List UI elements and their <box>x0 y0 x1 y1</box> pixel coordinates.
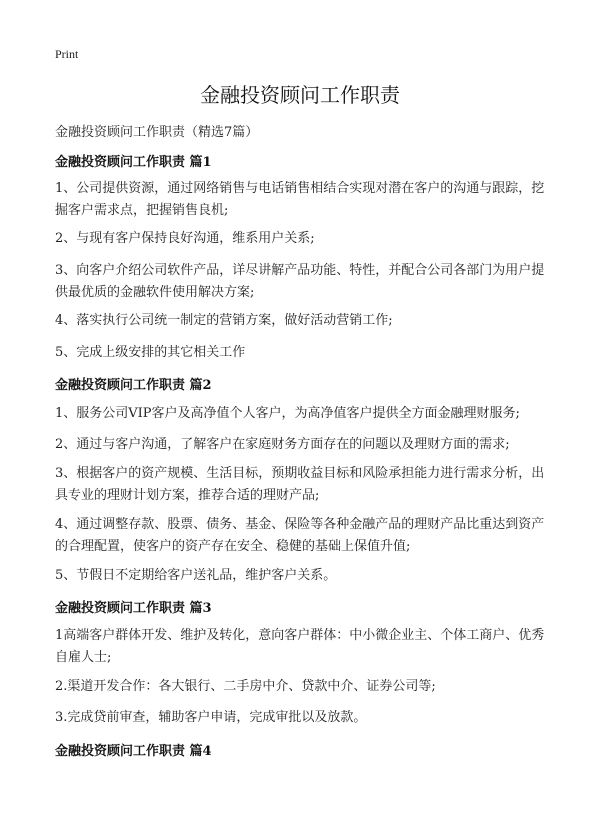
section-2-item-2: 2、通过与客户沟通，了解客户在家庭财务方面存在的问题以及理财方面的需求; <box>55 437 510 452</box>
section-3-item-1: 1高端客户群体开发、维护及转化，意向客户群体：中小微企业主、个体工商户、优秀自雇人士; <box>55 628 545 665</box>
document-title: 金融投资顾问工作职责 <box>200 83 400 107</box>
section-2-item-1: 1、服务公司VIP客户及高净值个人客户，为高净值客户提供全方面金融理财服务; <box>55 406 520 421</box>
section-2-item-5: 5、节假日不定期给客户送礼品，维护客户关系。 <box>55 568 337 583</box>
section-heading-2: 金融投资顾问工作职责 篇2 <box>55 378 212 393</box>
section-heading-3: 金融投资顾问工作职责 篇3 <box>55 601 212 616</box>
section-heading-1: 金融投资顾问工作职责 篇1 <box>55 155 212 170</box>
section-2-item-3: 3、根据客户的资产规模、生活目标，预期收益目标和风险承担能力进行需求分析，出具专业的理财计划方案，推荐合适的理财产品; <box>55 466 545 503</box>
section-3-item-2: 2.渠道开发合作：各大银行、二手房中介、贷款中介、证券公司等; <box>55 679 436 694</box>
print-label: Print <box>55 47 79 61</box>
section-2-item-4: 4、通过调整存款、股票、债务、基金、保险等各种金融产品的理财产品比重达到资产的合理配置，使客户的资产存在安全、稳健的基础上保值升值; <box>55 517 545 554</box>
section-1-item-2: 2、与现有客户保持良好沟通，维系用户关系; <box>55 231 315 246</box>
document-subtitle: 金融投资顾问工作职责（精选7篇） <box>55 125 259 140</box>
section-1-item-4: 4、落实执行公司统一制定的营销方案，做好活动营销工作; <box>55 313 393 328</box>
section-3-item-3: 3.完成贷前审查，辅助客户申请，完成审批以及放款。 <box>55 710 367 725</box>
section-1-item-3: 3、向客户介绍公司软件产品，详尽讲解产品功能、特性，并配合公司各部门为用户提供最优质的金融软件使用解决方案; <box>55 263 545 300</box>
section-heading-4: 金融投资顾问工作职责 篇4 <box>55 744 212 759</box>
section-1-item-1: 1、公司提供资源，通过网络销售与电话销售相结合实现对潜在客户的沟通与跟踪，挖掘客户需求点，把握销售良机; <box>55 181 545 218</box>
section-1-item-5: 5、完成上级安排的其它相关工作 <box>55 345 246 360</box>
